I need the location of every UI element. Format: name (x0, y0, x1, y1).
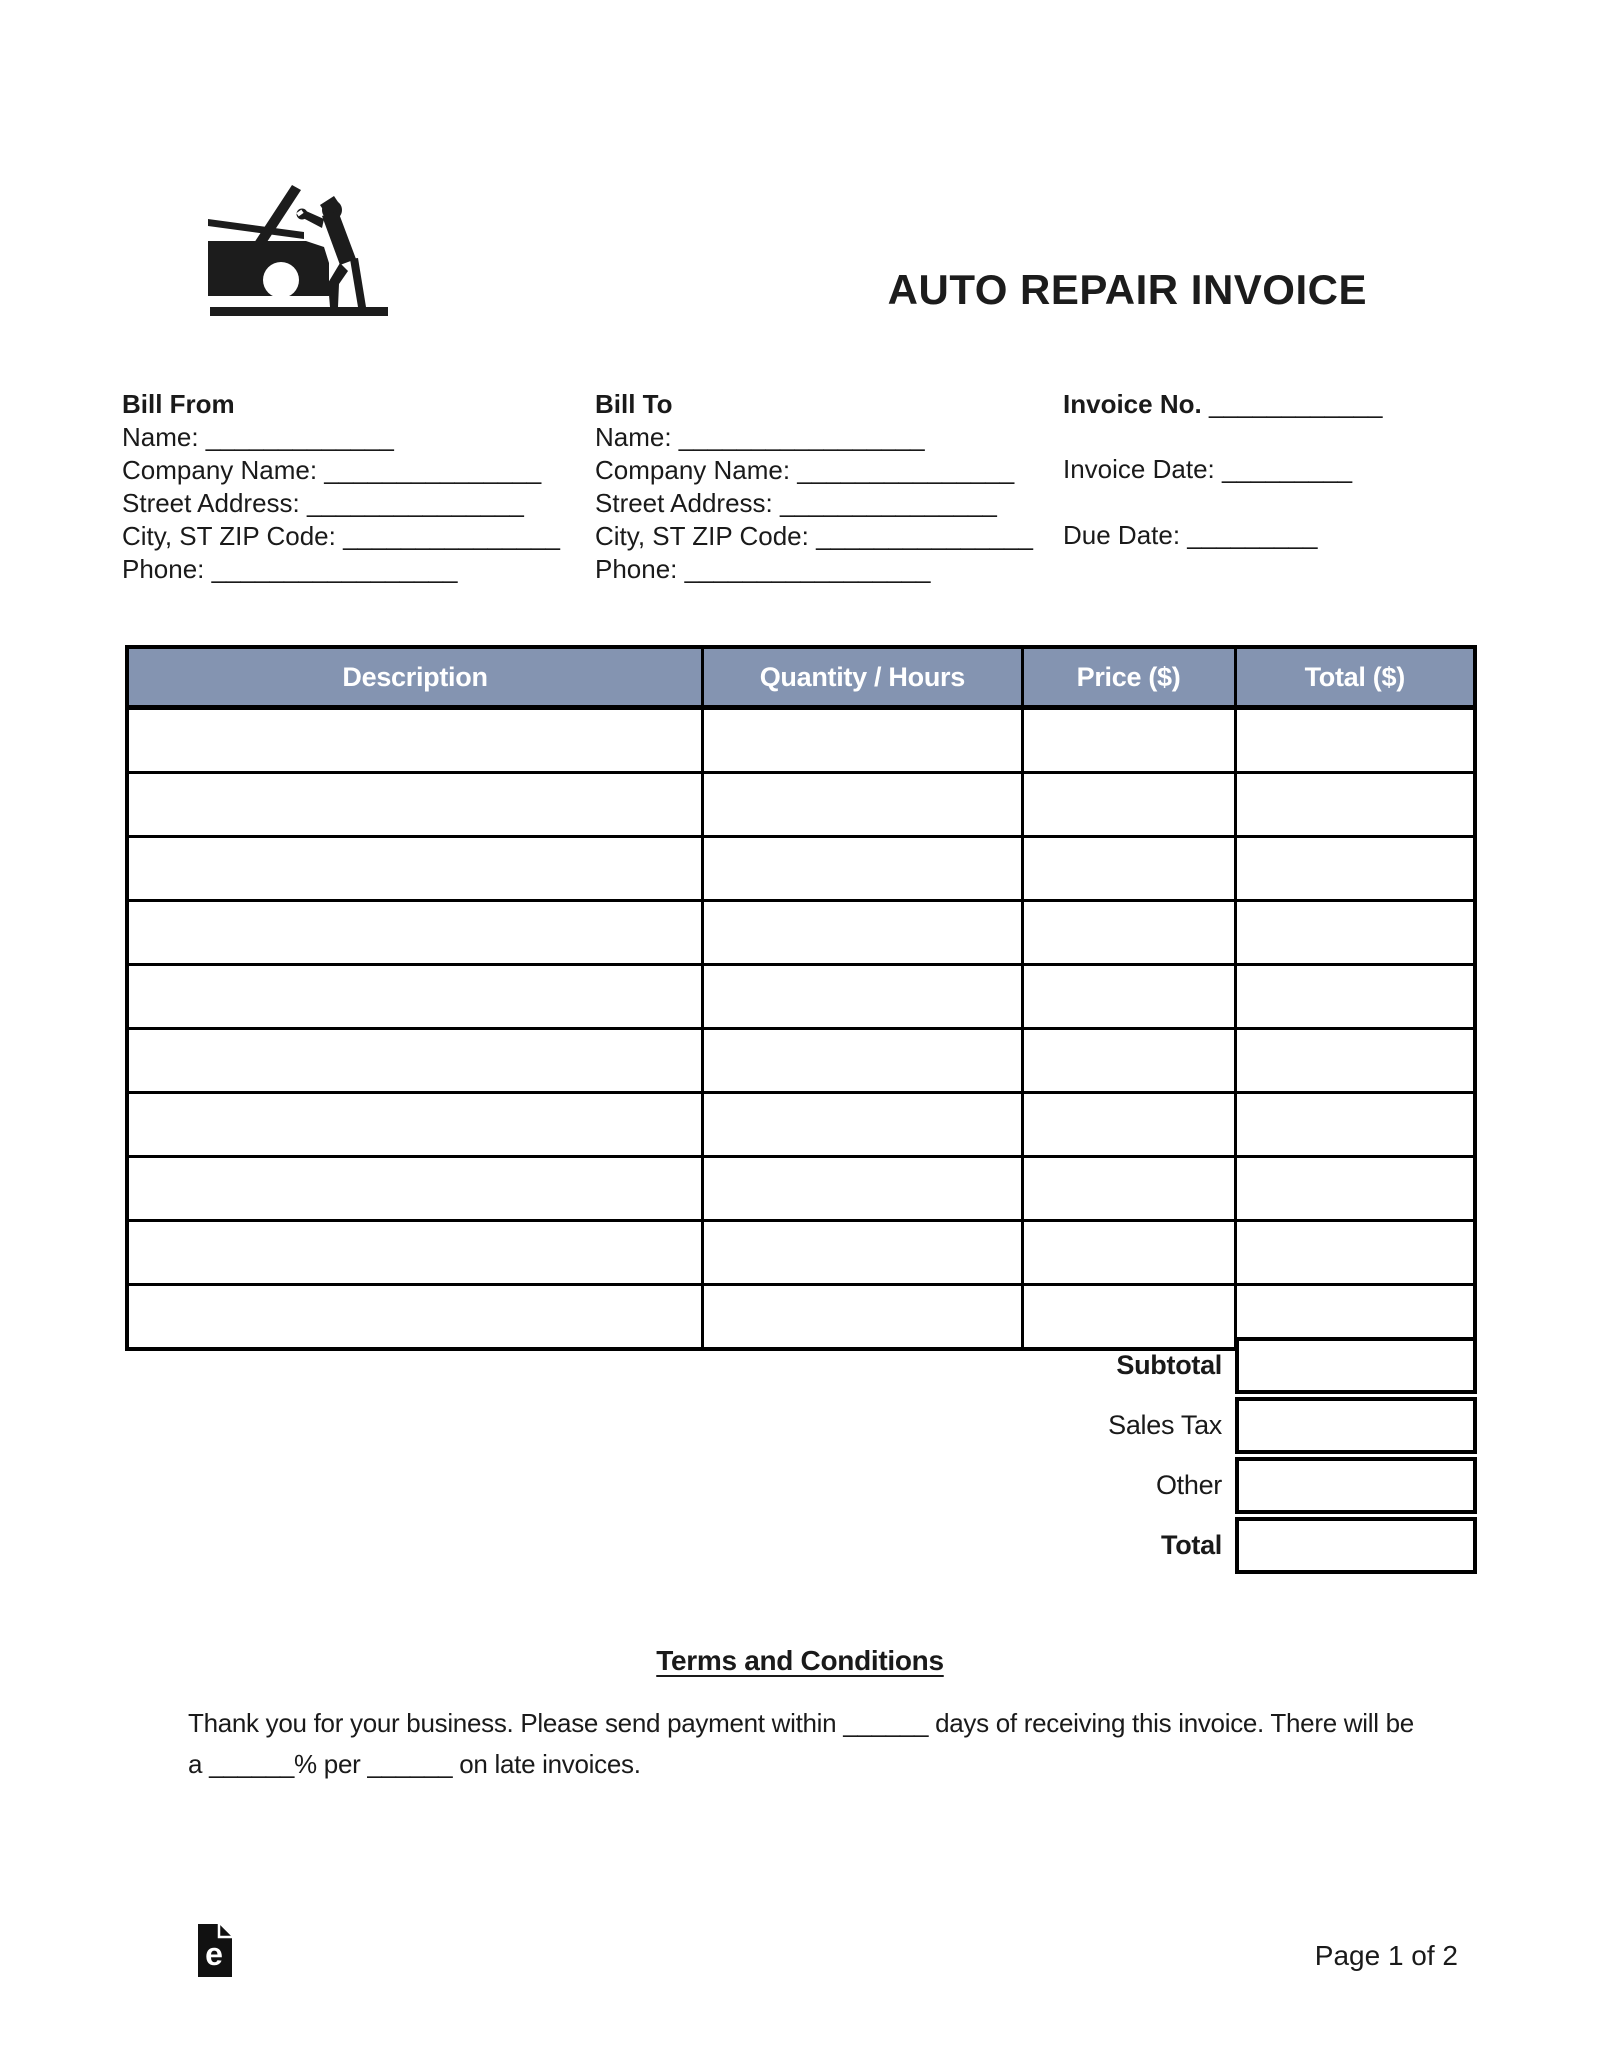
table-cell[interactable] (1235, 1157, 1475, 1221)
table-cell[interactable] (127, 1157, 703, 1221)
table-cell[interactable] (127, 708, 703, 773)
bill-from-name-field[interactable]: Name: _____________ (122, 422, 394, 452)
table-cell[interactable] (1235, 708, 1475, 773)
other-value-box[interactable] (1235, 1457, 1477, 1514)
table-cell[interactable] (703, 1157, 1022, 1221)
brand-letter: e (205, 1936, 223, 1972)
sales-tax-value-box[interactable] (1235, 1397, 1477, 1454)
column-header-price: Price ($) (1022, 647, 1235, 708)
invoice-number-blank[interactable]: ____________ (1208, 389, 1383, 419)
table-cell[interactable] (1022, 965, 1235, 1029)
subtotal-label: Subtotal (1116, 1350, 1222, 1380)
table-row (127, 837, 1475, 901)
bill-from-street-field[interactable]: Street Address: _______________ (122, 488, 524, 518)
table-cell[interactable] (1022, 1029, 1235, 1093)
table-row (127, 1029, 1475, 1093)
table-row (127, 1157, 1475, 1221)
column-header-quantity-hours: Quantity / Hours (703, 647, 1022, 708)
sales-tax-label: Sales Tax (1108, 1410, 1222, 1440)
terms-heading: Terms and Conditions (656, 1645, 944, 1676)
table-row (127, 773, 1475, 837)
table-cell[interactable] (1022, 837, 1235, 901)
table-cell[interactable] (1235, 837, 1475, 901)
bill-to-company-field[interactable]: Company Name: _______________ (595, 455, 1015, 485)
bill-to-phone-field[interactable]: Phone: _________________ (595, 554, 931, 584)
table-header-row (127, 647, 1475, 708)
table-cell[interactable] (703, 1093, 1022, 1157)
table-cell[interactable] (1022, 773, 1235, 837)
table-cell[interactable] (1235, 1029, 1475, 1093)
column-header-description: Description (127, 647, 703, 708)
table-row (127, 965, 1475, 1029)
terms-body: Thank you for your business. Please send payment within ______ days of receiving this invoice. There will be a ______% per ______ on late invoices. (188, 1708, 1414, 1779)
bill-from-heading: Bill From (122, 389, 235, 419)
table-cell[interactable] (703, 1221, 1022, 1285)
invoice-date-field[interactable]: Invoice Date: _________ (1063, 454, 1353, 484)
table-cell[interactable] (1022, 1221, 1235, 1285)
line-items-table (125, 645, 1477, 1351)
table-cell[interactable] (703, 708, 1022, 773)
table-cell[interactable] (127, 901, 703, 965)
subtotal-value-box[interactable] (1235, 1337, 1477, 1394)
table-cell[interactable] (127, 1221, 703, 1285)
page-indicator: Page 1 of 2 (1314, 1940, 1458, 1971)
table-cell[interactable] (1235, 773, 1475, 837)
bill-to-street-field[interactable]: Street Address: _______________ (595, 488, 997, 518)
table-cell[interactable] (1022, 708, 1235, 773)
table-cell[interactable] (1022, 1093, 1235, 1157)
bill-to-section (595, 388, 1033, 586)
bill-from-section (122, 388, 560, 586)
other-label: Other (1155, 1470, 1222, 1500)
table-row (127, 1221, 1475, 1285)
bill-from-company-field[interactable]: Company Name: _______________ (122, 455, 542, 485)
table-cell[interactable] (703, 965, 1022, 1029)
bill-to-name-field[interactable]: Name: _________________ (595, 422, 925, 452)
table-cell[interactable] (127, 1029, 703, 1093)
table-cell[interactable] (1235, 965, 1475, 1029)
table-cell[interactable] (127, 837, 703, 901)
table-cell[interactable] (1235, 1221, 1475, 1285)
column-header-total: Total ($) (1235, 647, 1475, 708)
table-cell[interactable] (703, 837, 1022, 901)
table-cell[interactable] (1022, 1157, 1235, 1221)
table-cell[interactable] (127, 773, 703, 837)
table-cell[interactable] (703, 773, 1022, 837)
due-date-field[interactable]: Due Date: _________ (1063, 520, 1318, 550)
table-cell[interactable] (127, 965, 703, 1029)
total-value-box[interactable] (1235, 1517, 1477, 1574)
table-cell[interactable] (1235, 1093, 1475, 1157)
table-row (127, 901, 1475, 965)
table-row (127, 708, 1475, 773)
invoice-number-label: Invoice No. (1063, 389, 1202, 419)
items-tbody (127, 708, 1475, 1350)
table-cell[interactable] (703, 901, 1022, 965)
mechanic-car-logo-icon (208, 185, 390, 317)
table-cell[interactable] (127, 1285, 703, 1350)
table-cell[interactable] (1235, 901, 1475, 965)
table-cell[interactable] (127, 1093, 703, 1157)
bill-from-phone-field[interactable]: Phone: _________________ (122, 554, 458, 584)
table-cell[interactable] (1022, 901, 1235, 965)
bill-to-city-field[interactable]: City, ST ZIP Code: _______________ (595, 521, 1033, 551)
table-cell[interactable] (703, 1029, 1022, 1093)
bill-to-heading: Bill To (595, 389, 673, 419)
total-label: Total (1161, 1530, 1222, 1560)
eforms-document-icon (198, 1924, 232, 1977)
invoice-number-field[interactable] (1063, 388, 1382, 421)
table-row (127, 1093, 1475, 1157)
bill-from-city-field[interactable]: City, ST ZIP Code: _______________ (122, 521, 560, 551)
page-title: AUTO REPAIR INVOICE (887, 266, 1367, 313)
